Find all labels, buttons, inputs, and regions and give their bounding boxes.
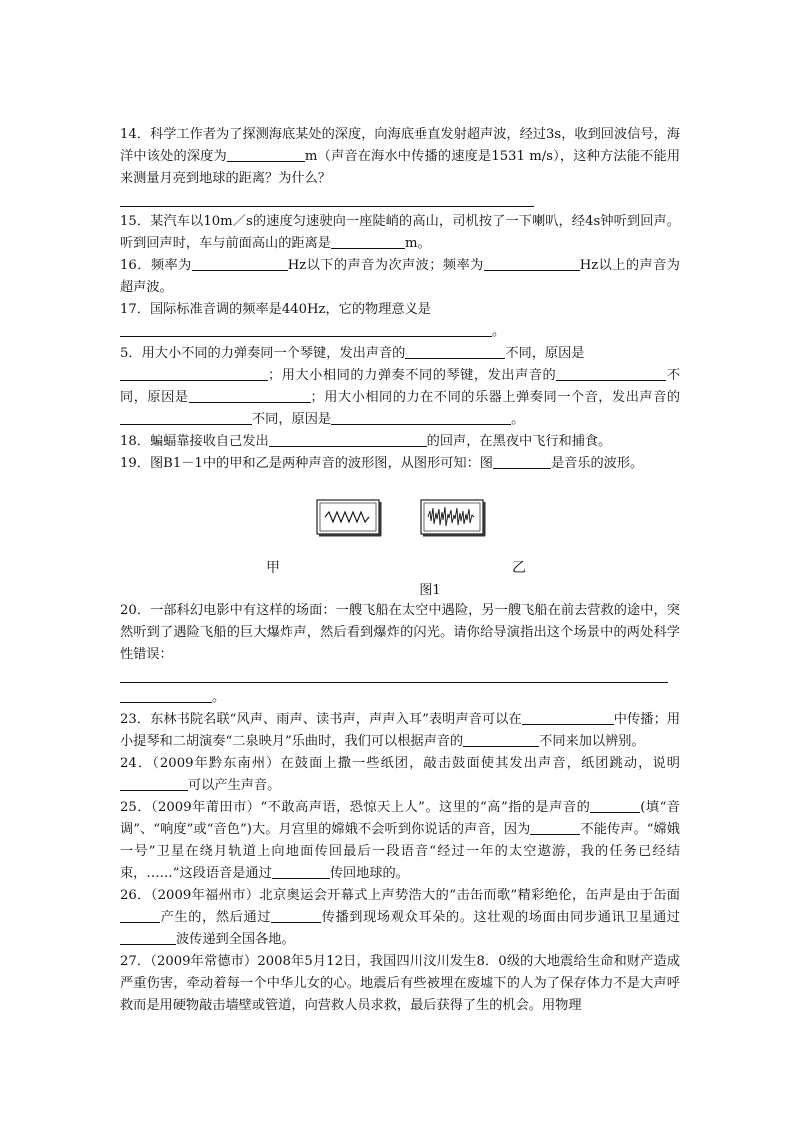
answer-blank[interactable] — [493, 454, 551, 469]
figure-caption: 图1 — [419, 583, 441, 598]
question-26-text: 26．（2009年福州市）北京奥运会开幕式上声势浩大的“击缶而歌”精彩绝伦，缶声是由于缶面 — [120, 888, 680, 903]
question-19 — [120, 453, 680, 475]
question-23-text-b: 中传播；用小提琴和二胡演奏“二泉映月”乐曲时，我们可以根据声音的 — [120, 712, 681, 749]
answer-blank[interactable] — [189, 388, 311, 403]
question-25-text-b: (填“音调”、“响度”或“音色”)大。月宫里的嫦娥不会听到你说话的声音，因为 — [120, 800, 680, 837]
answer-blank[interactable] — [331, 234, 405, 249]
question-25-text: 25．（2009年莆田市）“不敢高声语，恐惊天上人”。这里的“高”指的是声音的 — [120, 800, 591, 815]
question-16 — [120, 255, 680, 299]
figure-label-yi: 乙 — [512, 560, 526, 576]
question-26-text-b: 产生的，然后通过 — [160, 910, 272, 925]
question-27-text: 27．（2009年常德市）2008年5月12日，我国四川汶川发生8．0级的大地震给生命和财产造成严重伤害，牵动着每一个中华儿女的心。地震后有些被埋在废墟下的人为了保存体力不是大声呼救而是用硬物敲击墙壁或管道，向营救人员求救，最后获得了生的机会。用物理 — [120, 954, 680, 1013]
question-24 — [120, 753, 680, 797]
answer-blank[interactable] — [272, 864, 330, 879]
question-17-text-end: 。 — [492, 324, 506, 339]
question-24-text: 24．（2009年黔东南州）在鼓面上撒一些纸团，敲击鼓面使其发出声音，纸团跳动，说明 — [120, 756, 680, 771]
question-15-text: 15．某汽车以10m／s的速度匀速驶向一座陡峭的高山，司机按了一下喇叭，经4s钟听到回声。听到回声时，车与前面高山的距离是 — [120, 214, 680, 251]
answer-blank[interactable] — [484, 256, 580, 271]
question-20-text: 20．一部科幻电影中有这样的场面：一艘飞船在太空中遇险，另一艘飞船在前去营救的途中，突然听到了遇险飞船的巨大爆炸声，然后看到爆炸的闪光。请你给导演指出这个场景中的两处科学性错误： — [120, 603, 680, 662]
question-14-text: 14．科学工作者为了探测海底某处的深度，向海底垂直发射超声波，经过3s，收到回波信号，海洋中该处的深度为 — [120, 127, 680, 164]
question-19-text: 19．图B1－1中的甲和乙是两种声音的波形图，从图形可知：图 — [120, 456, 493, 471]
answer-blank[interactable] — [269, 432, 427, 447]
worksheet-page — [120, 124, 680, 1017]
question-5-text-f: 不同，原因是 — [252, 412, 332, 427]
question-16-text-cont: Hz以下的声音为次声波；频率为 — [287, 258, 484, 273]
question-23-text-c: 不同来加以辨别。 — [539, 734, 645, 749]
waveform-figure — [120, 479, 680, 579]
answer-blank[interactable] — [120, 688, 212, 703]
question-23 — [120, 709, 680, 753]
answer-blank[interactable] — [227, 147, 305, 162]
question-5-text-c: ；用大小相同的力弹奏不同的琴键，发出声音的 — [268, 368, 557, 383]
question-16-text-end: Hz以上的声音为超声波。 — [120, 258, 680, 295]
waveform-yi-icon — [420, 499, 486, 537]
question-14 — [120, 124, 680, 190]
answer-blank[interactable] — [120, 366, 268, 381]
answer-blank[interactable] — [120, 930, 176, 945]
answer-blank[interactable] — [120, 776, 188, 791]
question-5-text-g: 。 — [511, 412, 525, 427]
answer-blank[interactable] — [405, 344, 505, 359]
answer-blank[interactable] — [522, 710, 614, 725]
question-15 — [120, 211, 680, 255]
question-20-text-end: 。 — [212, 690, 226, 705]
answer-line[interactable] — [120, 668, 668, 683]
question-5 — [120, 343, 680, 431]
answer-line[interactable] — [120, 192, 534, 207]
answer-blank[interactable] — [120, 322, 492, 337]
answer-blank[interactable] — [271, 908, 321, 923]
question-5-text-d: 不同，原因是 — [120, 368, 681, 405]
question-19-text-cont: 是音乐的波形。 — [550, 456, 644, 471]
question-16-text: 16．频率为 — [120, 258, 192, 273]
question-18-text-cont: 的回声，在黑夜中飞行和捕食。 — [426, 434, 612, 449]
question-25-text-d: 传回地球的。 — [329, 866, 409, 881]
answer-blank[interactable] — [530, 820, 580, 835]
question-15-text-cont: m。 — [405, 236, 431, 251]
question-17-text: 17．国际标准音调的频率是440Hz，它的物理意义是 — [120, 302, 431, 317]
question-17 — [120, 299, 680, 343]
question-5-text: 5．用大小不同的力弹奏同一个琴键，发出声音的 — [120, 346, 406, 361]
question-26-text-d: 波传递到全国各地。 — [176, 932, 295, 947]
answer-blank[interactable] — [463, 732, 539, 747]
question-25-text-c: 不能传声。“嫦娥一号”卫星在绕月轨道上向地面传回最后一段语音“经过一年的太空遨游，我的任务已经结束，……”这段语音是通过 — [120, 822, 680, 881]
answer-blank[interactable] — [590, 798, 640, 813]
question-24-text-cont: 可以产生声音。 — [188, 778, 281, 793]
question-20-end — [120, 687, 680, 709]
question-14-text-cont: m（声音在海水中传播的速度是1531 m/s），这种方法能不能用来测量月亮到地球的距离？为什么？ — [120, 149, 681, 186]
question-5-text-e: ；用大小相同的力在不同的乐器上弹奏同一个音，发出声音的 — [310, 390, 681, 405]
question-25 — [120, 797, 680, 885]
question-26 — [120, 885, 680, 951]
answer-blank[interactable] — [120, 908, 160, 923]
question-18-text: 18．蝙蝠靠接收自己发出 — [120, 434, 269, 449]
waveform-jia-icon — [316, 499, 382, 537]
question-5-text-b: 不同，原因是 — [505, 346, 585, 361]
answer-blank[interactable] — [192, 256, 288, 271]
question-27 — [120, 951, 680, 1017]
question-20 — [120, 600, 680, 666]
question-23-text: 23．东林书院名联“风声、雨声、读书声，声声入耳”表明声音可以在 — [120, 712, 522, 727]
answer-blank[interactable] — [120, 410, 252, 425]
answer-blank[interactable] — [556, 366, 666, 381]
question-26-text-c: 传播到现场观众耳朵的。这壮观的场面由同步通讯卫星通过 — [321, 910, 680, 925]
figure-label-jia: 甲 — [266, 560, 280, 576]
question-18 — [120, 431, 680, 453]
answer-blank[interactable] — [331, 410, 511, 425]
